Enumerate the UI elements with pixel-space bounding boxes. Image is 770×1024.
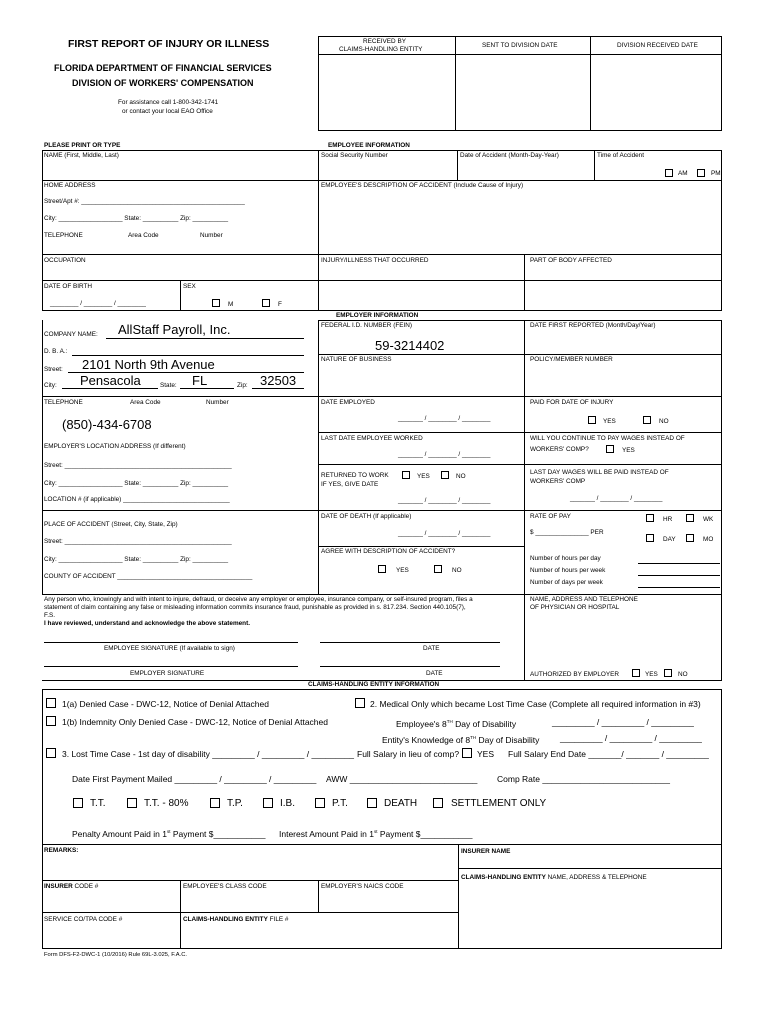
policy-number-label: POLICY/MEMBER NUMBER xyxy=(530,356,613,363)
rate-mo-checkbox[interactable] xyxy=(686,534,694,542)
company-name-label: COMPANY NAME: xyxy=(44,331,98,338)
tp-checkbox[interactable] xyxy=(210,798,220,808)
place-of-accident-label: PLACE OF ACCIDENT (Street, City, State, Zip) xyxy=(44,521,178,528)
authorized-no-checkbox[interactable] xyxy=(664,669,672,677)
last-date-worked-label: LAST DATE EMPLOYEE WORKED xyxy=(321,435,423,442)
service-code-label: SERVICE CO/TPA CODE # xyxy=(44,916,123,923)
employer-street-label: Street: xyxy=(44,366,63,373)
if-yes-give-date-label: IF YES, GIVE DATE xyxy=(321,481,379,488)
hours-per-day-label: Number of hours per day xyxy=(530,555,601,562)
date-employed-field[interactable]: _______ / ________ / ________ xyxy=(398,415,491,422)
entity-knowledge-field[interactable]: _________ / _________ / _________ xyxy=(560,733,702,743)
form-id: Form DFS-F2-DWC-1 (10/2016) Rule 69L-3.025, F.A.C. xyxy=(44,952,188,958)
location-number-field[interactable]: LOCATION # (if applicable) ______________________________ xyxy=(44,496,230,503)
dob-label: DATE OF BIRTH xyxy=(44,283,93,290)
place-city-field[interactable]: City: __________________ State: __________ Zip: __________ xyxy=(44,556,229,563)
rate-per-field[interactable]: $ _______________ PER xyxy=(530,529,604,536)
pt-label: P.T. xyxy=(332,798,348,809)
returned-no-label: NO xyxy=(456,473,466,480)
entity-knowledge-label: Entity's Knowledge of 8TH Day of Disability xyxy=(382,734,540,745)
last-day-wages-label-1: LAST DAY WAGES WILL BE PAID INSTEAD OF xyxy=(530,469,669,476)
dob-field[interactable]: ________ / ________ / ________ xyxy=(50,300,146,307)
continue-pay-yes-checkbox[interactable] xyxy=(606,445,614,453)
fein-label: FEDERAL I.D. NUMBER (FEIN) xyxy=(321,322,413,329)
place-street-field[interactable]: Street: _______________________________________________ xyxy=(44,538,232,545)
authorized-by-employer-label: AUTHORIZED BY EMPLOYER xyxy=(530,671,620,678)
acknowledge-statement: I have reviewed, understand and acknowledge the above statement. xyxy=(44,620,250,627)
returned-no-checkbox[interactable] xyxy=(441,471,449,479)
full-salary-end-field[interactable]: Full Salary End Date _______/ _______ / _________ xyxy=(508,749,709,759)
date-employed-label: DATE EMPLOYED xyxy=(321,399,375,406)
occupation-label: OCCUPATION xyxy=(44,257,86,264)
rate-mo-label: MO xyxy=(703,536,714,543)
employer-phone-value[interactable]: (850)-434-6708 xyxy=(62,417,152,432)
full-salary-yes-checkbox[interactable] xyxy=(462,748,472,758)
denied-case-checkbox[interactable] xyxy=(46,698,56,708)
pm-label: PM xyxy=(711,170,721,177)
death-checkbox[interactable] xyxy=(367,798,377,808)
employer-signature-label: EMPLOYER SIGNATURE xyxy=(130,670,205,677)
sex-label: SEX xyxy=(183,283,196,290)
remarks-label: REMARKS: xyxy=(44,847,79,854)
indemnity-denied-checkbox[interactable] xyxy=(46,716,56,726)
authorized-yes-checkbox[interactable] xyxy=(632,669,640,677)
sent-to-division-label: SENT TO DIVISION DATE xyxy=(482,42,558,49)
area-code-label: Area Code xyxy=(128,232,159,239)
date-first-reported-label: DATE FIRST REPORTED (Month/Day/Year) xyxy=(530,322,656,329)
last-day-wages-label-2: WORKERS' COMP xyxy=(530,478,586,485)
agree-yes-checkbox[interactable] xyxy=(378,565,386,573)
paid-date-injury-label: PAID FOR DATE OF INJURY xyxy=(530,399,614,406)
continue-pay-label-2: WORKERS' COMP? xyxy=(530,446,589,453)
continue-pay-yes-label: YES xyxy=(622,447,635,454)
ib-checkbox[interactable] xyxy=(263,798,273,808)
penalty-field[interactable]: Penalty Amount Paid in 1st Payment $___________ xyxy=(72,828,266,839)
employer-zip-label: Zip: xyxy=(237,382,248,389)
city-state-zip-field[interactable]: City: __________________ State: __________ Zip: __________ xyxy=(44,215,229,222)
lost-time-checkbox[interactable] xyxy=(46,748,56,758)
last-date-worked-field[interactable]: _______ / ________ / ________ xyxy=(398,451,491,458)
date-of-accident-label: Date of Accident (Month-Day-Year) xyxy=(460,152,559,159)
tp-label: T.P. xyxy=(227,798,243,809)
home-address-label: HOME ADDRESS xyxy=(44,182,96,189)
continue-pay-label-1: WILL YOU CONTINUE TO PAY WAGES INSTEAD OF xyxy=(530,435,685,442)
form-title: FIRST REPORT OF INJURY OR ILLNESS xyxy=(68,38,270,50)
tt-label: T.T. xyxy=(90,798,106,809)
tt80-checkbox[interactable] xyxy=(127,798,137,808)
ssn-label: Social Security Number xyxy=(321,152,388,159)
telephone-label: TELEPHONE xyxy=(44,232,83,239)
dept-line-1: FLORIDA DEPARTMENT OF FINANCIAL SERVICES xyxy=(54,63,272,73)
comp-rate-field[interactable]: Comp Rate ___________________________ xyxy=(497,774,670,784)
assist-line-1: For assistance call 1-800-342-1741 xyxy=(118,99,219,106)
employer-city-label: City: xyxy=(44,382,57,389)
am-label: AM xyxy=(678,170,688,177)
employee-info-title: EMPLOYEE INFORMATION xyxy=(328,142,410,149)
number-label: Number xyxy=(200,232,223,239)
date-of-death-field[interactable]: _______ / ________ / ________ xyxy=(398,530,491,537)
sex-f-checkbox[interactable] xyxy=(262,299,270,307)
injury-label: INJURY/ILLNESS THAT OCCURRED xyxy=(321,257,429,264)
employer-number-label: Number xyxy=(206,399,229,406)
lost-time-label[interactable]: 3. Lost Time Case - 1st day of disability _________ / _________ / _________ xyxy=(62,749,355,759)
insurer-code-label: INSURER CODE # xyxy=(44,883,99,890)
paid-no-checkbox[interactable] xyxy=(643,416,651,424)
pm-checkbox[interactable] xyxy=(697,169,705,177)
rate-hr-label: HR xyxy=(663,516,673,523)
location-city-field[interactable]: City: __________________ State: __________ Zip: __________ xyxy=(44,480,229,487)
returned-date-field[interactable]: _______ / ________ / ________ xyxy=(398,497,491,504)
employee-signature-date-label: DATE xyxy=(423,645,440,652)
indemnity-denied-label: 1(b) Indemnity Only Denied Case - DWC-12, Notice of Denial Attached xyxy=(62,717,328,727)
agree-yes-label: YES xyxy=(396,567,409,574)
rate-day-label: DAY xyxy=(663,536,676,543)
first-payment-field[interactable]: Date First Payment Mailed _________ / _________ / _________ xyxy=(72,774,317,784)
naics-code-label: EMPLOYER'S NAICS CODE xyxy=(321,883,404,890)
denied-case-label: 1(a) Denied Case - DWC-12, Notice of Denial Attached xyxy=(62,699,269,709)
medical-only-checkbox[interactable] xyxy=(355,698,365,708)
rate-day-checkbox[interactable] xyxy=(646,534,654,542)
che-file-label: CLAIMS-HANDLING ENTITY FILE # xyxy=(183,916,289,923)
paid-no-label: NO xyxy=(659,418,669,425)
rate-wk-label: WK xyxy=(703,516,714,523)
agree-no-label: NO xyxy=(452,567,462,574)
received-by-label: RECEIVED BY xyxy=(363,38,406,45)
settlement-label: SETTLEMENT ONLY xyxy=(451,798,547,809)
hours-per-week-label: Number of hours per week xyxy=(530,567,606,574)
physician-label-1: NAME, ADDRESS AND TELEPHONE xyxy=(530,596,638,603)
agree-description-label: AGREE WITH DESCRIPTION OF ACCIDENT? xyxy=(321,548,456,555)
agree-no-checkbox[interactable] xyxy=(434,565,442,573)
rate-wk-checkbox[interactable] xyxy=(686,514,694,522)
sex-f-label: F xyxy=(278,301,282,308)
nature-business-label: NATURE OF BUSINESS xyxy=(321,356,392,363)
physician-label-2: OF PHYSICIAN OR HOSPITAL xyxy=(530,604,620,611)
rate-of-pay-label: RATE OF PAY xyxy=(530,513,571,520)
company-name-value[interactable]: AllStaff Payroll, Inc. xyxy=(118,322,231,337)
name-label: NAME (First, Middle, Last) xyxy=(44,152,119,159)
location-address-label: EMPLOYER'S LOCATION ADDRESS (If different) xyxy=(44,443,186,450)
che-name-label: CLAIMS-HANDLING ENTITY NAME, ADDRESS & TELEPHONE xyxy=(461,874,647,881)
assist-line-2: or contact your local EAO Office xyxy=(122,108,213,115)
authorized-no-label: NO xyxy=(678,671,688,678)
sex-m-label: M xyxy=(228,301,234,308)
employee-signature-label: EMPLOYEE SIGNATURE (If available to sign) xyxy=(104,645,235,652)
fraud-statement-line-2: statement of claim containing any false or misleading information commits insurance fraud, punishable as provided in s. 817.234. Section 440.105(7), xyxy=(44,604,466,611)
employee-8th-day-label: Employee's 8TH Day of Disability xyxy=(396,718,517,729)
sex-m-checkbox[interactable] xyxy=(212,299,220,307)
body-part-label: PART OF BODY AFFECTED xyxy=(530,257,612,264)
location-street-field[interactable]: Street: _______________________________________________ xyxy=(44,462,232,469)
medical-only-label: 2. Medical Only which became Lost Time Case (Complete all required information in #3) xyxy=(370,699,701,709)
aww-field[interactable]: AWW ___________________________ xyxy=(326,774,478,784)
tt80-label: T.T. - 80% xyxy=(144,798,189,809)
fein-value[interactable]: 59-3214402 xyxy=(375,338,445,353)
county-of-accident-field[interactable]: COUNTY OF ACCIDENT ______________________________________ xyxy=(44,573,253,580)
division-received-label: DIVISION RECEIVED DATE xyxy=(617,42,698,49)
ib-label: I.B. xyxy=(280,798,296,809)
street-apt-field[interactable]: Street/Apt #: ______________________________________________ xyxy=(44,198,245,205)
full-salary-yes-label: YES xyxy=(477,749,495,759)
dept-line-2: DIVISION OF WORKERS' COMPENSATION xyxy=(72,78,254,88)
employer-city-value[interactable]: Pensacola xyxy=(80,373,141,388)
employer-street-value[interactable]: 2101 North 9th Avenue xyxy=(82,357,215,372)
time-of-accident-label: Time of Accident xyxy=(597,152,645,159)
employer-area-code-label: Area Code xyxy=(130,399,161,406)
paid-yes-label: YES xyxy=(603,418,616,425)
returned-yes-checkbox[interactable] xyxy=(402,471,410,479)
please-print-label: PLEASE PRINT OR TYPE xyxy=(44,142,121,149)
returned-yes-label: YES xyxy=(417,473,430,480)
settlement-checkbox[interactable] xyxy=(433,798,443,808)
claims-section-title: CLAIMS-HANDLING ENTITY INFORMATION xyxy=(308,681,440,688)
last-day-wages-field[interactable]: _______ / ________ / ________ xyxy=(570,495,663,502)
description-label: EMPLOYEE'S DESCRIPTION OF ACCIDENT (Include Cause of Injury) xyxy=(321,182,524,189)
employer-telephone-label: TELEPHONE xyxy=(44,399,83,406)
paid-yes-checkbox[interactable] xyxy=(588,416,596,424)
date-of-death-label: DATE OF DEATH (If applicable) xyxy=(321,513,412,520)
employer-state-value[interactable]: FL xyxy=(192,373,208,388)
full-salary-label: Full Salary in lieu of comp? xyxy=(357,749,460,759)
tt-checkbox[interactable] xyxy=(73,798,83,808)
authorized-yes-label: YES xyxy=(645,671,658,678)
days-per-week-label: Number of days per week xyxy=(530,579,603,586)
employer-zip-value[interactable]: 32503 xyxy=(260,373,297,388)
class-code-label: EMPLOYEE'S CLASS CODE xyxy=(183,883,267,890)
interest-field[interactable]: Interest Amount Paid in 1st Payment $___________ xyxy=(279,828,473,839)
employee-8th-day-field[interactable]: _________ / _________ / _________ xyxy=(552,717,694,727)
employer-signature-date-label: DATE xyxy=(426,670,443,677)
returned-to-work-label: RETURNED TO WORK xyxy=(321,472,389,479)
employer-state-label: State: xyxy=(160,382,177,389)
fraud-statement-line-1: Any person who, knowingly and with intent to injure, defraud, or deceive any employer or employee, insurance company, or self-insured program, files a xyxy=(44,596,473,603)
death-label: DEATH xyxy=(384,798,418,809)
pt-checkbox[interactable] xyxy=(315,798,325,808)
dba-label: D. B. A.: xyxy=(44,348,68,355)
claims-handling-entity-label: CLAIMS-HANDLING ENTITY xyxy=(339,46,423,53)
am-checkbox[interactable] xyxy=(665,169,673,177)
insurer-name-label: INSURER NAME xyxy=(461,848,511,855)
rate-hr-checkbox[interactable] xyxy=(646,514,654,522)
fraud-statement-line-3: F.S. xyxy=(44,612,56,619)
employer-info-title: EMPLOYER INFORMATION xyxy=(336,312,419,319)
